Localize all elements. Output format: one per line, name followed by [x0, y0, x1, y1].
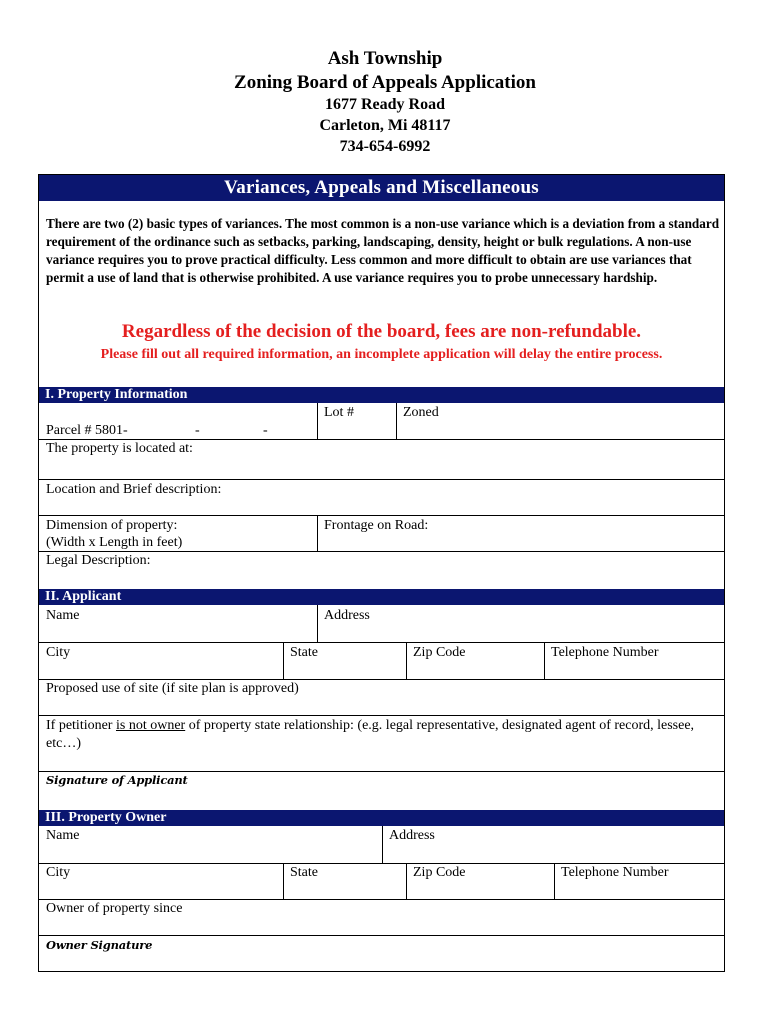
- divider: [544, 642, 545, 679]
- fee-warning: Regardless of the decision of the board, fees are non-refundable.: [121, 321, 642, 342]
- applicant-signature-field[interactable]: Signature of Applicant: [46, 773, 188, 787]
- divider: [39, 479, 724, 480]
- owner-state-field[interactable]: State: [290, 865, 318, 880]
- section-property-owner: III. Property Owner: [39, 810, 724, 826]
- section-property-information: I. Property Information: [39, 387, 724, 403]
- divider: [39, 935, 724, 936]
- divider: [317, 515, 318, 551]
- owner-since-field[interactable]: Owner of property since: [46, 901, 183, 916]
- parcel-dash-2: -: [263, 423, 268, 438]
- street-address: 1677 Ready Road: [324, 96, 445, 113]
- petitioner-text: If petitioner: [46, 718, 116, 733]
- parcel-dash-1: -: [195, 423, 200, 438]
- divider: [317, 605, 318, 642]
- city-state-zip: Carleton, Mi 48117: [319, 117, 451, 134]
- application-form: [38, 174, 725, 972]
- divider: [39, 515, 724, 516]
- divider: [382, 826, 383, 863]
- completeness-warning: Please fill out all required information, an incomplete application will delay the entire process.: [100, 347, 663, 362]
- divider: [283, 863, 284, 899]
- applicant-address-field[interactable]: Address: [324, 608, 370, 623]
- applicant-zip-field[interactable]: Zip Code: [413, 645, 466, 660]
- lot-number-field[interactable]: Lot #: [324, 405, 354, 420]
- divider: [554, 863, 555, 899]
- divider: [39, 642, 724, 643]
- applicant-name-field[interactable]: Name: [46, 608, 80, 623]
- location-description-field[interactable]: Location and Brief description:: [46, 482, 222, 497]
- property-location-field[interactable]: The property is located at:: [46, 441, 193, 456]
- legal-description-field[interactable]: Legal Description:: [46, 553, 151, 568]
- dimension-hint: (Width x Length in feet): [46, 535, 183, 550]
- owner-city-field[interactable]: City: [46, 865, 71, 880]
- divider: [396, 403, 397, 439]
- owner-telephone-field[interactable]: Telephone Number: [561, 865, 669, 880]
- divider: [406, 642, 407, 679]
- main-title-bar: Variances, Appeals and Miscellaneous: [39, 175, 724, 201]
- phone-number: 734-654-6992: [339, 138, 431, 155]
- owner-zip-field[interactable]: Zip Code: [413, 865, 466, 880]
- parcel-number-field[interactable]: Parcel # 5801-: [46, 423, 128, 438]
- divider: [283, 642, 284, 679]
- township-name: Ash Township: [327, 48, 443, 69]
- owner-address-field[interactable]: Address: [389, 828, 435, 843]
- owner-signature-field[interactable]: Owner Signature: [46, 938, 153, 952]
- applicant-city-field[interactable]: City: [46, 645, 71, 660]
- frontage-field[interactable]: Frontage on Road:: [324, 518, 429, 533]
- form-title: Zoning Board of Appeals Application: [234, 72, 536, 93]
- proposed-use-field[interactable]: Proposed use of site (if site plan is approved): [46, 681, 299, 696]
- applicant-state-field[interactable]: State: [290, 645, 318, 660]
- petitioner-relationship-field[interactable]: [46, 717, 718, 753]
- petitioner-emphasis: is not owner: [115, 718, 186, 733]
- applicant-telephone-field[interactable]: Telephone Number: [551, 645, 659, 660]
- divider: [39, 715, 724, 716]
- intro-paragraph: There are two (2) basic types of variances. The most common is a non-use variance which is a deviation from a standard requirement of the ordinance such as setbacks, parking, landscaping, density, height or bulk regulations. A non-use variance requires you to prove practical difficulty. Less common and more difficult to obtain are use variances that permit a use of land that is otherwise prohibited. A use variance requires you to probe unnecessary hardship.: [46, 216, 720, 285]
- petitioner-text: of property state relationship: (e.g. legal representative, designated agent of record, lessee, etc…): [46, 718, 695, 751]
- property-dimension-field[interactable]: Dimension of property:: [46, 518, 178, 533]
- divider: [406, 863, 407, 899]
- zoned-field[interactable]: Zoned: [403, 405, 439, 420]
- section-applicant: II. Applicant: [39, 589, 724, 605]
- divider: [317, 403, 318, 439]
- owner-name-field[interactable]: Name: [46, 828, 80, 843]
- divider: [39, 771, 724, 772]
